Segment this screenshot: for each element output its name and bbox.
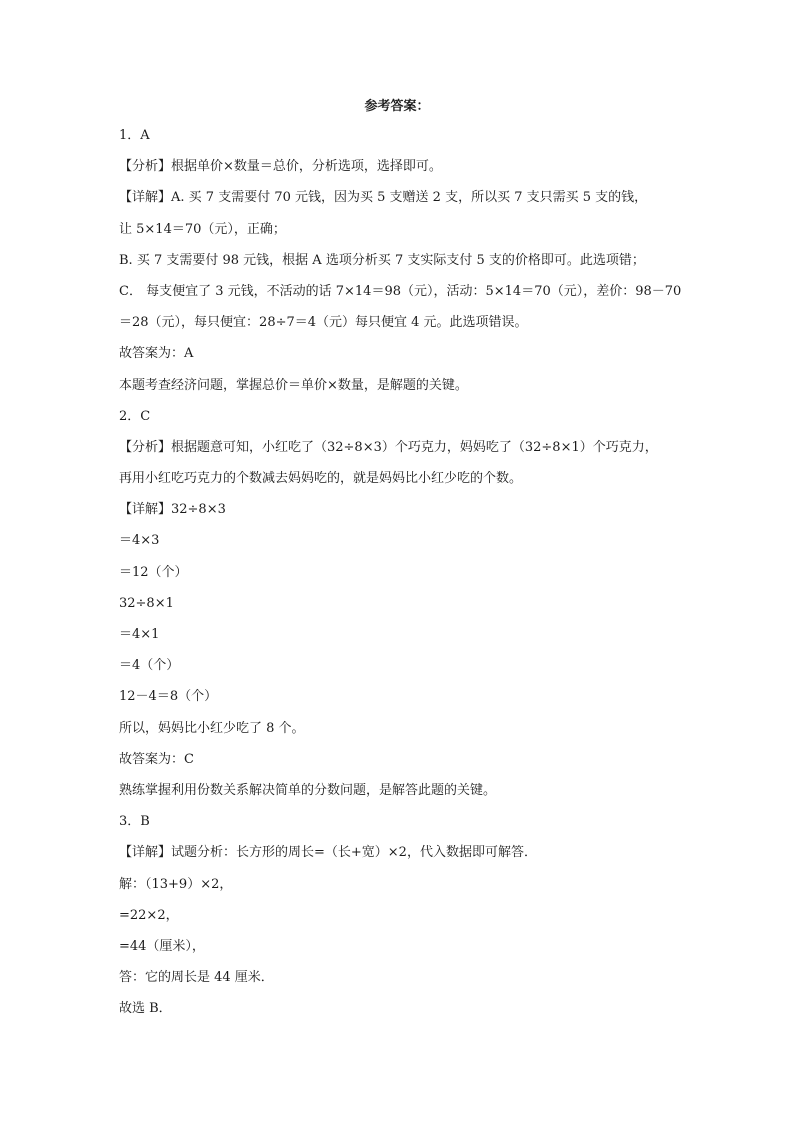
answer-line: 故选 B． bbox=[119, 1001, 172, 1017]
answer-line: 所以，妈妈比小红少吃了 8 个。 bbox=[119, 720, 305, 736]
answer-body bbox=[119, 120, 682, 1024]
answer-line: 【详解】32÷8×3 bbox=[119, 502, 226, 518]
answer-line: 故答案为：A bbox=[119, 346, 194, 362]
answer-line: =22×2， bbox=[119, 907, 179, 923]
answer-line: C． 每支便宜了 3 元钱，不活动的话 7×14＝98（元），活动：5×14＝70（元），差价：98－70 bbox=[119, 283, 682, 299]
answer-line: 【分析】根据题意可知，小红吃了（32÷8×3）个巧克力，妈妈吃了（32÷8×1）个巧克力， bbox=[119, 439, 658, 455]
answer-line: =44（厘米）， bbox=[119, 938, 205, 954]
answer-line: ＝4×3 bbox=[119, 533, 160, 549]
answer-line: ＝4（个） bbox=[119, 658, 180, 674]
page-title: 参考答案： bbox=[364, 99, 430, 114]
answer-line: B. 买 7 支需要付 98 元钱，根据 A 选项分析买 7 支实际支付 5 支的价格即可。此选项错； bbox=[119, 252, 645, 268]
answer-line: ＝12（个） bbox=[119, 564, 188, 580]
answer-line: ＝4×1 bbox=[119, 627, 160, 642]
answer-line: 12－4＝8（个） bbox=[119, 689, 218, 705]
answer-line: 【详解】A. 买 7 支需要付 70 元钱，因为买 5 支赠送 2 支，所以买 7 支只需买 5 支的钱， bbox=[119, 190, 648, 206]
answer-line: 让 5×14＝70（元），正确； bbox=[119, 221, 286, 237]
answer-line: 3．B bbox=[119, 814, 150, 830]
answer-line: 1．A bbox=[119, 128, 150, 143]
answer-line: 答：它的周长是 44 厘米． bbox=[119, 970, 274, 986]
answer-line: 熟练掌握利用份数关系解决简单的分数问题，是解答此题的关键。 bbox=[119, 782, 497, 798]
answer-line: 32÷8×1 bbox=[119, 595, 174, 611]
answer-line: 2．C bbox=[119, 408, 151, 424]
answer-line: 再用小红吃巧克力的个数减去妈妈吃的，就是妈妈比小红少吃的个数。 bbox=[119, 471, 523, 487]
answer-line: 解：（13+9）×2， bbox=[119, 876, 233, 892]
answer-line: 本题考查经济问题，掌握总价＝单价×数量，是解题的关键。 bbox=[119, 377, 468, 393]
answer-line: 【详解】试题分析：长方形的周长=（长+宽）×2，代入数据即可解答． bbox=[119, 845, 537, 861]
answer-line: 故答案为：C bbox=[119, 751, 194, 767]
answer-line: 【分析】根据单价×数量＝总价，分析选项，选择即可。 bbox=[119, 159, 442, 175]
answer-line: ＝28（元），每只便宜：28÷7＝4（元）每只便宜 4 元。此选项错误。 bbox=[119, 315, 528, 331]
